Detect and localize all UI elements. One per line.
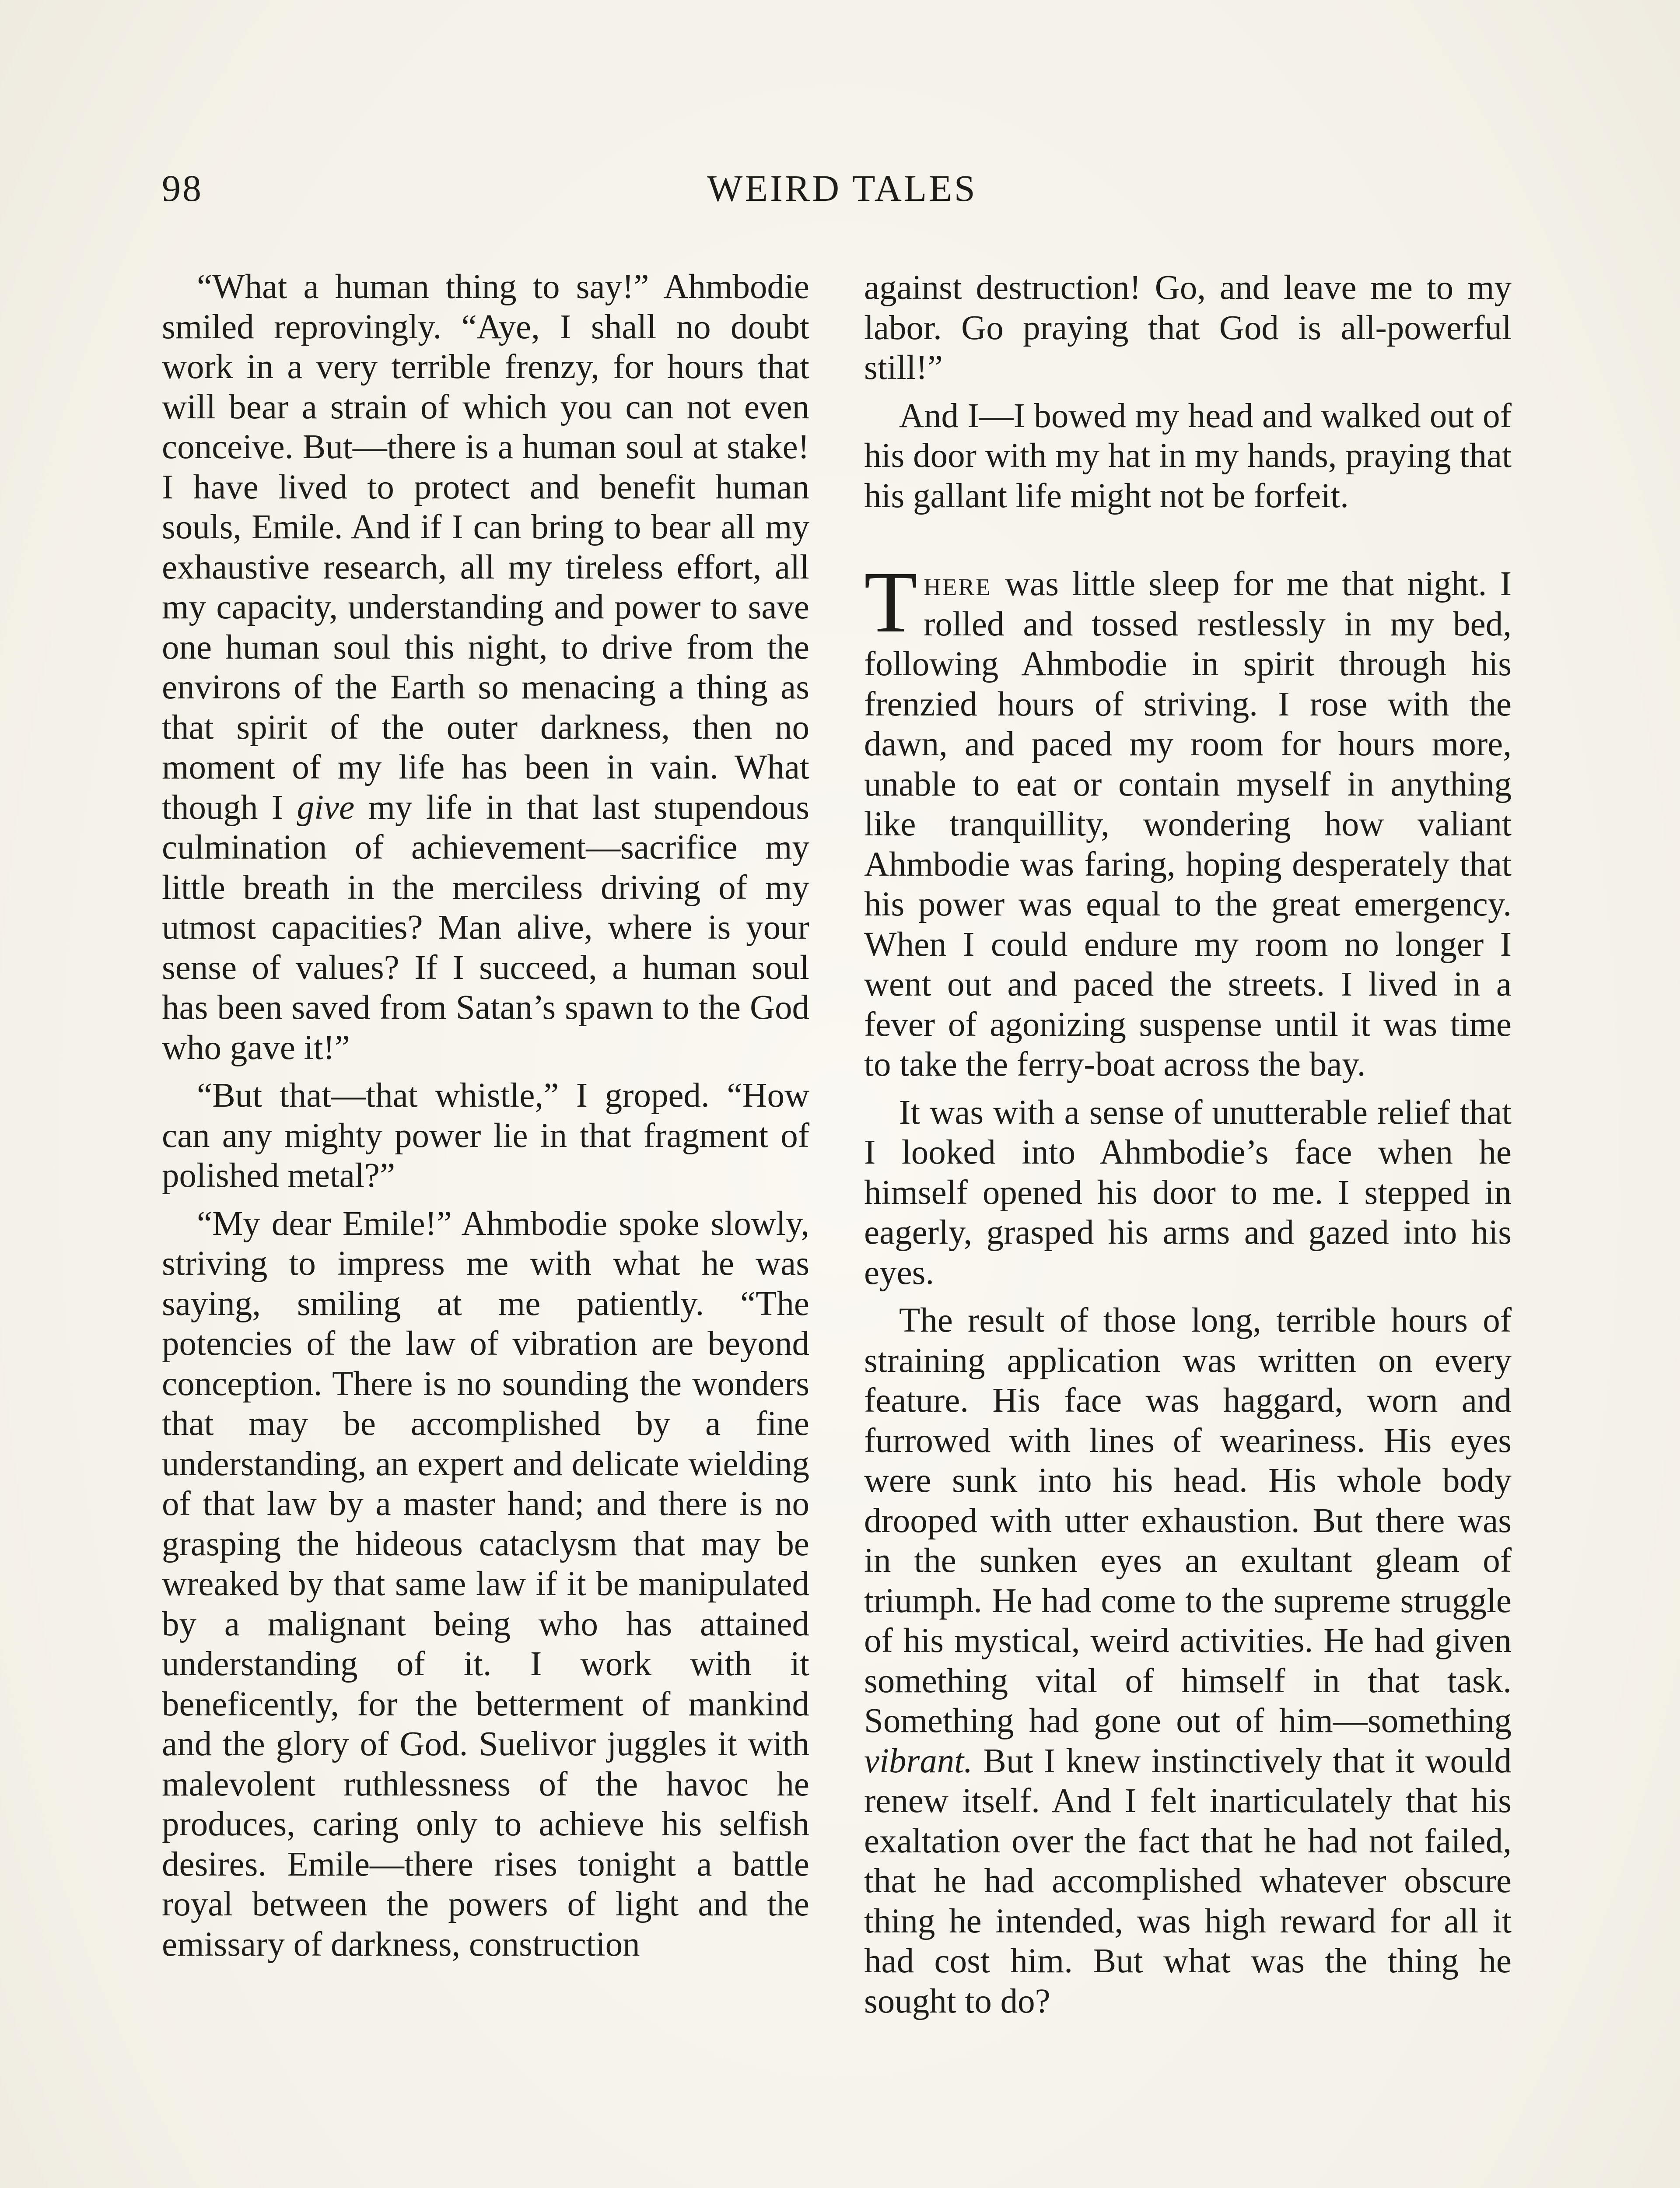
paragraph-text: was little sleep for me that night. I rolled and tossed restlessly in my bed, following Ahmbodie in spirit through his frenzied hours of striving. I rose with the dawn, and paced my room for hours more, unable to eat or contain myself in anything like tranquillity, wondering how valiant Ahmbodie was faring, hoping desperately that his power was equal to the great emergency. When I could endure my room no longer I went out and paced the streets. I lived in a fever of agonizing suspense until it was time to take the ferry-boat across the bay. xyxy=(864,565,1512,1083)
paragraph-text: The result of those long, terrible hours of straining application was written on every feature. His face was haggard, worn and furrowed with lines of weariness. His eyes were sunk into his head. His whole body drooped with utter exhaustion. But there was in the sunken eyes an exultant gleam of triumph. He had come to the supreme struggle of his mystical, weird activities. He had given something vital of himself in that task. Something had gone out of him—something xyxy=(864,1301,1512,1740)
drop-cap: T xyxy=(864,554,918,651)
emphasis-text: give xyxy=(297,788,355,827)
running-head xyxy=(162,166,1522,228)
right-column xyxy=(864,268,1512,2029)
magazine-title: WEIRD TALES xyxy=(707,167,977,209)
paragraph-text: But I knew instinctively that it would renew itself. And I felt inarticulately that his exaltation over the fact that he had not failed, that he had accomplished whatever obscure thing he intended, was high reward for all it had cost him. But what was the thing he sought to do? xyxy=(864,1742,1512,2020)
paragraph-text: “What a human thing to say!” Ahmbodie smiled reprovingly. “Aye, I shall no doubt work in a very terrible frenzy, for hours that will bear a strain of which you can not even conceive. But—there is a human soul at stake! I have lived to protect and benefit human souls, Emile. And if I can bring to bear all my exhaustive research, all my tireless effort, all my capacity, understanding and power to save one human soul this night, to drive from the environs of the Earth so menacing a thing as that spirit of the outer darkness, then no moment of my life has been in vain. What though I xyxy=(162,268,809,827)
paragraph: “But that—that whistle,” I groped. “How can any mighty power lie in that fragment of polished metal?” xyxy=(162,1076,809,1195)
paragraph: “My dear Emile!” Ahmbodie spoke slowly, striving to impress me with what he was saying, smiling at me patiently. “The potencies of the law of vibration are beyond conception. There is no sounding the wonders that may be accomplished by a fine understanding, an expert and delicate wielding of that law by a master hand; and there is no grasping the hideous cataclysm that may be wreaked by that same law if it be manipulated by a malignant being who has attained understanding of it. I work with it beneficently, for the betterment of mankind and the glory of God. Suelivor juggles it with malevolent ruthlessness of the havoc he produces, caring only to achieve his selfish desires. Emile—there rises tonight a battle royal between the powers of light and the emissary of darkness, construction xyxy=(162,1204,809,1964)
paragraph xyxy=(162,267,809,1068)
paragraph: against destruction! Go, and leave me to my labor. Go praying that God is all-powerful still!” xyxy=(864,269,1512,387)
paragraph-text: my life in that last stupendous culmination of achievement—sacrifice my little breath in the merciless driving of my utmost capacities? Man alive, where is your sense of values? If I succeed, a human soul has been saved from Satan’s spawn to the God who gave it!” xyxy=(162,788,809,1067)
emphasis-text: vibrant. xyxy=(864,1742,973,1780)
left-column xyxy=(162,267,809,1972)
small-caps-lead: here xyxy=(924,565,992,603)
page-number: 98 xyxy=(162,167,203,209)
paragraph: And I—I bowed my head and walked out of his door with my hat in my hands, praying that his gallant life might not be forfeit. xyxy=(864,396,1512,515)
section-opening-paragraph xyxy=(864,554,1512,1085)
paragraph xyxy=(864,1301,1512,2021)
paragraph: It was with a sense of unutterable relief that I looked into Ahmbodie’s face when he himself opened his door to me. I stepped in eagerly, grasped his arms and gazed into his eyes. xyxy=(864,1093,1512,1292)
